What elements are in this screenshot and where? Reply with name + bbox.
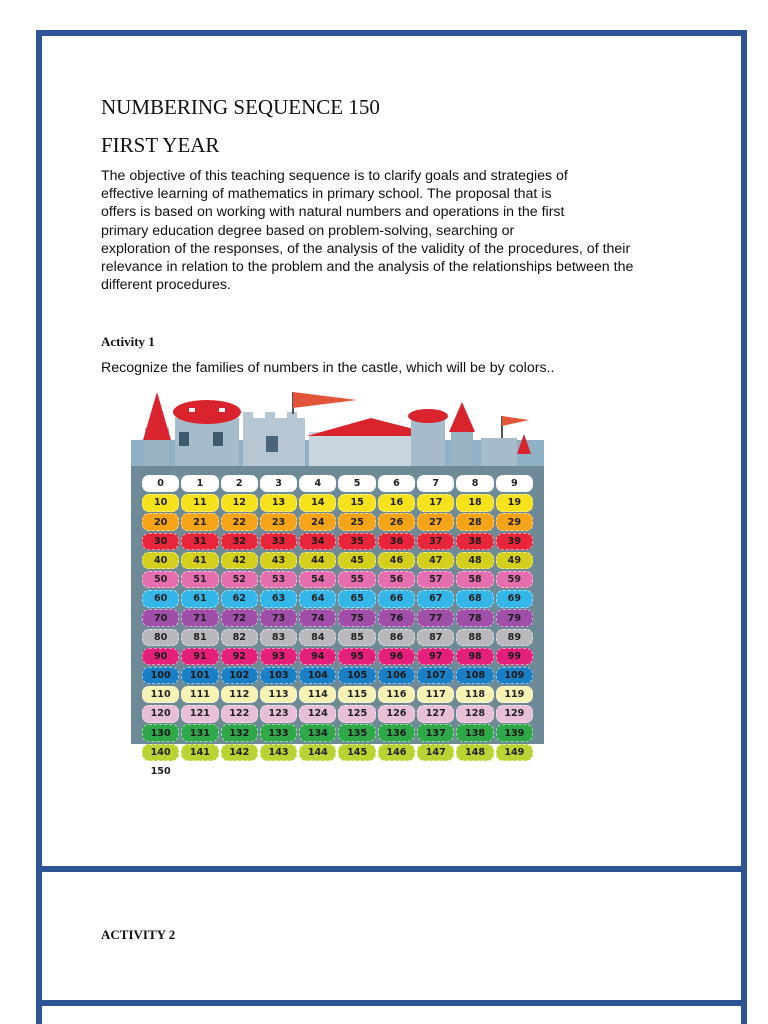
number-cell: 92 xyxy=(221,648,258,665)
number-cell: 111 xyxy=(181,686,218,703)
number-cell xyxy=(378,763,415,780)
number-cell: 15 xyxy=(338,494,375,511)
number-cell: 56 xyxy=(378,571,415,588)
number-cell: 106 xyxy=(378,667,415,684)
number-cell: 58 xyxy=(456,571,493,588)
paragraph-line: effective learning of mathematics in primary school. The proposal that is xyxy=(101,186,552,203)
number-cell: 34 xyxy=(299,533,336,550)
paragraph-line: exploration of the responses, of the analysis of the validity of the procedures, of their xyxy=(101,240,631,257)
number-cell: 37 xyxy=(417,533,454,550)
number-cell: 75 xyxy=(338,609,375,626)
number-cell: 7 xyxy=(417,475,454,492)
number-cell: 79 xyxy=(496,609,533,626)
document-title: NUMBERING SEQUENCE 150 xyxy=(101,95,380,119)
number-cell: 118 xyxy=(456,686,493,703)
number-cell: 119 xyxy=(496,686,533,703)
number-cell: 85 xyxy=(338,629,375,646)
number-cell: 49 xyxy=(496,552,533,569)
number-cell: 10 xyxy=(142,494,179,511)
number-cell: 121 xyxy=(181,705,218,722)
number-cell xyxy=(496,763,533,780)
number-cell xyxy=(417,763,454,780)
number-cell: 66 xyxy=(378,590,415,607)
number-cell: 129 xyxy=(496,705,533,722)
number-cell: 86 xyxy=(378,629,415,646)
number-cell: 2 xyxy=(221,475,258,492)
number-cell: 42 xyxy=(221,552,258,569)
number-cell: 138 xyxy=(456,724,493,741)
number-cell: 67 xyxy=(417,590,454,607)
number-cell: 101 xyxy=(181,667,218,684)
number-cell: 40 xyxy=(142,552,179,569)
number-cell: 76 xyxy=(378,609,415,626)
page-border-tail-right xyxy=(741,1004,747,1024)
number-cell: 59 xyxy=(496,571,533,588)
number-cell: 45 xyxy=(338,552,375,569)
number-cell: 0 xyxy=(142,475,179,492)
number-cell: 145 xyxy=(338,744,375,761)
number-cell xyxy=(260,763,297,780)
number-cell: 141 xyxy=(181,744,218,761)
number-cell: 72 xyxy=(221,609,258,626)
number-cell: 54 xyxy=(299,571,336,588)
number-cell: 65 xyxy=(338,590,375,607)
intro-paragraph xyxy=(101,167,681,294)
number-cell: 100 xyxy=(142,667,179,684)
number-cell: 64 xyxy=(299,590,336,607)
document-subtitle: FIRST YEAR xyxy=(101,133,220,157)
number-cell: 114 xyxy=(299,686,336,703)
number-cell: 109 xyxy=(496,667,533,684)
number-cell: 87 xyxy=(417,629,454,646)
number-grid xyxy=(142,475,533,780)
number-cell: 104 xyxy=(299,667,336,684)
castle-top-icon xyxy=(131,388,544,468)
number-cell: 148 xyxy=(456,744,493,761)
number-cell: 137 xyxy=(417,724,454,741)
number-cell: 128 xyxy=(456,705,493,722)
number-cell: 126 xyxy=(378,705,415,722)
number-cell: 147 xyxy=(417,744,454,761)
number-cell: 77 xyxy=(417,609,454,626)
number-cell: 70 xyxy=(142,609,179,626)
number-cell: 143 xyxy=(260,744,297,761)
number-cell: 88 xyxy=(456,629,493,646)
number-cell: 21 xyxy=(181,513,218,530)
number-cell: 134 xyxy=(299,724,336,741)
number-cell xyxy=(456,763,493,780)
number-cell: 90 xyxy=(142,648,179,665)
number-cell: 31 xyxy=(181,533,218,550)
paragraph-line: different procedures. xyxy=(101,277,231,294)
number-cell: 110 xyxy=(142,686,179,703)
number-cell: 60 xyxy=(142,590,179,607)
number-cell: 127 xyxy=(417,705,454,722)
activity-2-heading: ACTIVITY 2 xyxy=(101,927,176,942)
number-cell: 61 xyxy=(181,590,218,607)
number-cell: 131 xyxy=(181,724,218,741)
number-cell: 41 xyxy=(181,552,218,569)
number-cell: 116 xyxy=(378,686,415,703)
number-cell: 133 xyxy=(260,724,297,741)
paragraph-line: primary education degree based on problem-solving, searching or xyxy=(101,222,515,239)
number-cell: 107 xyxy=(417,667,454,684)
number-cell: 94 xyxy=(299,648,336,665)
number-cell: 91 xyxy=(181,648,218,665)
number-cell: 19 xyxy=(496,494,533,511)
number-cell: 117 xyxy=(417,686,454,703)
number-cell: 122 xyxy=(221,705,258,722)
number-cell: 36 xyxy=(378,533,415,550)
number-cell: 53 xyxy=(260,571,297,588)
number-cell: 140 xyxy=(142,744,179,761)
number-cell: 142 xyxy=(221,744,258,761)
number-cell: 78 xyxy=(456,609,493,626)
number-cell: 73 xyxy=(260,609,297,626)
number-cell: 62 xyxy=(221,590,258,607)
number-cell: 123 xyxy=(260,705,297,722)
number-cell: 24 xyxy=(299,513,336,530)
number-cell: 108 xyxy=(456,667,493,684)
number-cell: 115 xyxy=(338,686,375,703)
number-cell: 1 xyxy=(181,475,218,492)
number-cell: 29 xyxy=(496,513,533,530)
number-cell: 83 xyxy=(260,629,297,646)
number-cell: 20 xyxy=(142,513,179,530)
number-cell: 135 xyxy=(338,724,375,741)
number-cell: 95 xyxy=(338,648,375,665)
number-cell: 51 xyxy=(181,571,218,588)
number-cell: 50 xyxy=(142,571,179,588)
number-cell: 35 xyxy=(338,533,375,550)
number-cell: 16 xyxy=(378,494,415,511)
number-cell: 80 xyxy=(142,629,179,646)
number-cell: 103 xyxy=(260,667,297,684)
number-cell: 38 xyxy=(456,533,493,550)
number-cell: 146 xyxy=(378,744,415,761)
page-border-tail-left xyxy=(36,1004,42,1024)
number-cell: 8 xyxy=(456,475,493,492)
number-cell: 112 xyxy=(221,686,258,703)
number-cell: 4 xyxy=(299,475,336,492)
number-cell xyxy=(221,763,258,780)
number-cell: 23 xyxy=(260,513,297,530)
number-cell: 149 xyxy=(496,744,533,761)
number-cell: 55 xyxy=(338,571,375,588)
number-cell xyxy=(181,763,218,780)
paragraph-line: offers is based on working with natural numbers and operations in the first xyxy=(101,204,565,221)
number-cell: 11 xyxy=(181,494,218,511)
number-cell: 84 xyxy=(299,629,336,646)
number-cell: 124 xyxy=(299,705,336,722)
number-cell: 13 xyxy=(260,494,297,511)
number-cell: 46 xyxy=(378,552,415,569)
number-cell: 69 xyxy=(496,590,533,607)
number-cell: 113 xyxy=(260,686,297,703)
number-cell: 14 xyxy=(299,494,336,511)
number-cell: 136 xyxy=(378,724,415,741)
number-cell: 33 xyxy=(260,533,297,550)
number-cell: 18 xyxy=(456,494,493,511)
number-cell: 89 xyxy=(496,629,533,646)
number-cell: 48 xyxy=(456,552,493,569)
number-cell xyxy=(338,763,375,780)
number-cell: 26 xyxy=(378,513,415,530)
number-cell: 43 xyxy=(260,552,297,569)
number-cell: 44 xyxy=(299,552,336,569)
number-cell: 68 xyxy=(456,590,493,607)
number-cell: 63 xyxy=(260,590,297,607)
number-cell: 82 xyxy=(221,629,258,646)
number-cell: 144 xyxy=(299,744,336,761)
number-cell: 17 xyxy=(417,494,454,511)
number-cell: 81 xyxy=(181,629,218,646)
number-cell: 30 xyxy=(142,533,179,550)
number-cell: 32 xyxy=(221,533,258,550)
number-cell xyxy=(299,763,336,780)
number-cell: 96 xyxy=(378,648,415,665)
number-cell: 98 xyxy=(456,648,493,665)
number-cell: 57 xyxy=(417,571,454,588)
number-cell: 97 xyxy=(417,648,454,665)
number-cell: 71 xyxy=(181,609,218,626)
number-cell: 132 xyxy=(221,724,258,741)
number-cell: 47 xyxy=(417,552,454,569)
number-cell: 9 xyxy=(496,475,533,492)
number-cell: 150 xyxy=(142,763,179,780)
number-cell: 125 xyxy=(338,705,375,722)
number-cell: 120 xyxy=(142,705,179,722)
number-cell: 102 xyxy=(221,667,258,684)
paragraph-line: The objective of this teaching sequence is to clarify goals and strategies of xyxy=(101,168,568,184)
number-cell: 99 xyxy=(496,648,533,665)
number-cell: 139 xyxy=(496,724,533,741)
number-cell: 93 xyxy=(260,648,297,665)
number-cell: 74 xyxy=(299,609,336,626)
activity-1-instruction: Recognize the families of numbers in the castle, which will be by colors.. xyxy=(101,360,555,376)
paragraph-line: relevance in relation to the problem and the analysis of the relationships between the xyxy=(101,259,634,276)
number-cell: 5 xyxy=(338,475,375,492)
number-cell: 12 xyxy=(221,494,258,511)
number-cell: 130 xyxy=(142,724,179,741)
number-cell: 39 xyxy=(496,533,533,550)
number-cell: 3 xyxy=(260,475,297,492)
number-cell: 25 xyxy=(338,513,375,530)
number-cell: 52 xyxy=(221,571,258,588)
number-cell: 6 xyxy=(378,475,415,492)
number-cell: 105 xyxy=(338,667,375,684)
activity-1-heading: Activity 1 xyxy=(101,334,155,349)
number-cell: 27 xyxy=(417,513,454,530)
number-cell: 28 xyxy=(456,513,493,530)
number-cell: 22 xyxy=(221,513,258,530)
